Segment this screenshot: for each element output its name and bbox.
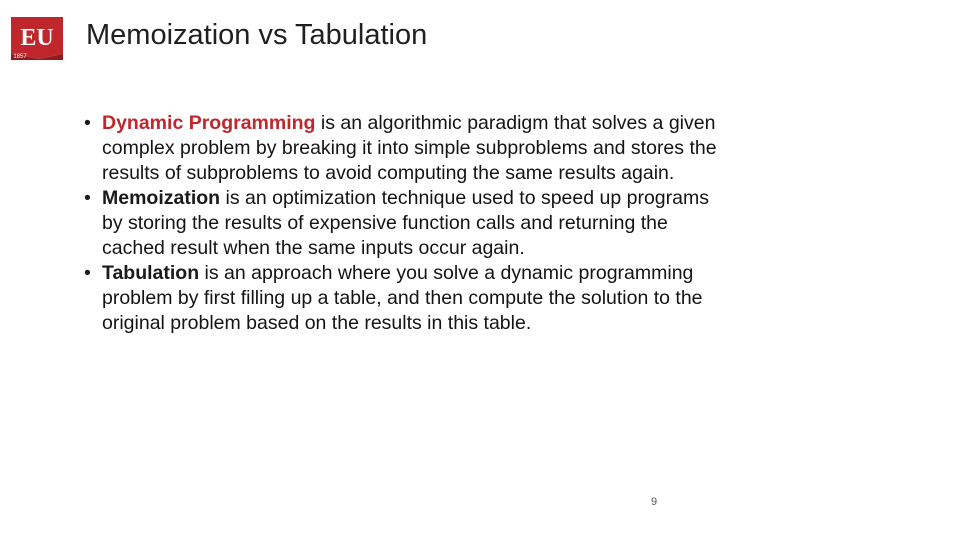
term-memoization: Memoization — [102, 187, 221, 209]
bullet-list — [84, 111, 724, 336]
definition-dynamic-programming: is an algorithmic paradigm that solves a given complex problem by breaking it into simple subproblems and stores the results of subproblems to avoid computing the same results again. — [102, 112, 717, 184]
bullet-marker: • — [84, 187, 91, 209]
eu-university-logo — [9, 14, 65, 62]
slide-title: Memoization vs Tabulation — [86, 19, 428, 51]
bullet-marker: • — [84, 112, 91, 134]
definition-memoization: is an optimization technique used to speed up programs by storing the results of expensive function calls and returning the cached result when the same inputs occur again. — [102, 187, 709, 259]
bullet-memoization — [84, 186, 724, 261]
logo-text: EU — [20, 25, 54, 51]
definition-tabulation: is an approach where you solve a dynamic programming problem by first filling up a table, and then compute the solution to the original problem based on the results in this table. — [102, 262, 703, 334]
term-tabulation: Tabulation — [102, 262, 200, 284]
bullet-marker: • — [84, 262, 91, 284]
bullet-dynamic-programming — [84, 111, 724, 186]
term-dynamic-programming: Dynamic Programming — [102, 112, 316, 134]
page-number: 9 — [651, 496, 658, 508]
bullet-tabulation — [84, 261, 724, 336]
logo-year: 1857 — [13, 54, 27, 60]
